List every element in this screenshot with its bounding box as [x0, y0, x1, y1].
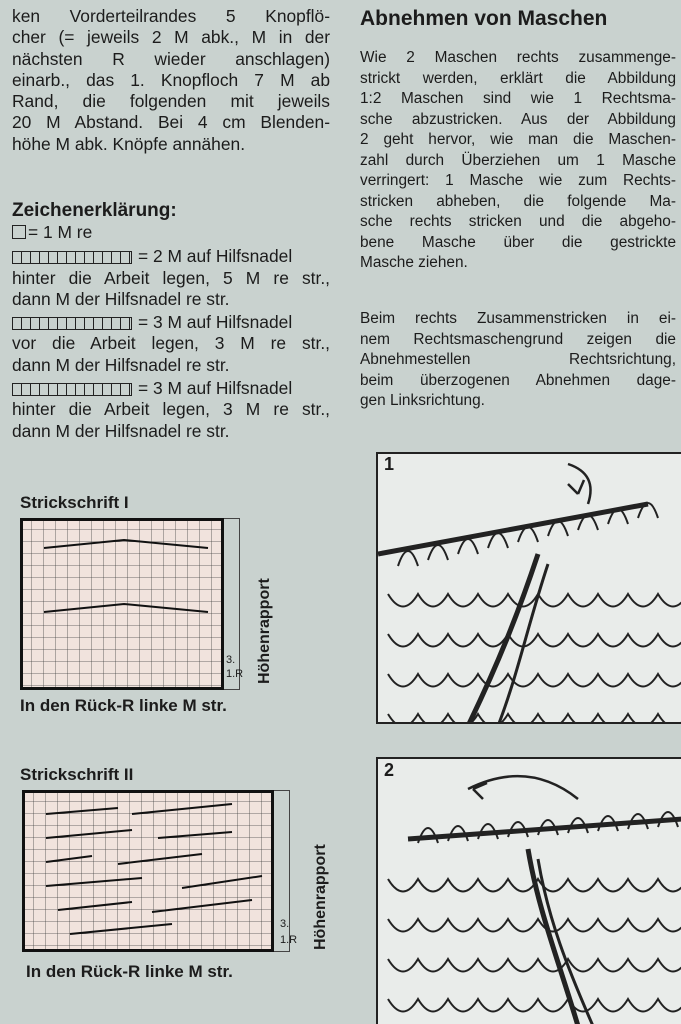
chart-2-side-label: Höhenrapport [312, 844, 329, 950]
paragraph-2 [360, 309, 676, 412]
section-heading: Abnehmen von Maschen [360, 7, 608, 30]
intro-line: einarb., das 1. Knopfloch 7 M ab [12, 69, 330, 90]
intro-line: höhe M abk. Knöpfe annähen. [12, 133, 246, 154]
chart-1-svg [20, 518, 224, 690]
para-line: gen Linksrichtung. [360, 392, 485, 409]
chart-2-caption: In den Rück-R linke M str. [26, 962, 233, 981]
legend-line: hinter die Arbeit legen, 5 M re str., [12, 267, 330, 288]
legend-line: hinter die Arbeit legen, 3 M re str., [12, 399, 330, 420]
chart-1-grid [20, 518, 224, 690]
legend-item-1: = 1 M re [12, 222, 330, 243]
legend-line: vor die Arbeit legen, 3 M re str., [12, 333, 330, 354]
para-line: sche abzustricken. Aus der Abbildung [360, 110, 676, 128]
cable-back-3-symbol-icon [12, 383, 132, 396]
knitting-needle-overcast-illustration-icon [378, 759, 681, 1024]
legend-line: dann M der Hilfsnadel re str. [12, 354, 230, 375]
figure-2-number: 2 [380, 760, 398, 781]
para-line: stricken abheben, die folgende Ma- [360, 192, 676, 210]
legend-line: dann M der Hilfsnadel re str. [12, 420, 230, 441]
paragraph-1 [360, 48, 676, 274]
chart-2-svg [22, 790, 274, 952]
para-line: Abnehmestellen Rechtsrichtung, [360, 351, 676, 368]
legend-line: dann M der Hilfsnadel re str. [12, 288, 230, 309]
chart-1-title: Strickschrift I [20, 493, 129, 512]
para-line: 2 geht hervor, wie man die Maschen- [360, 131, 676, 148]
para-line: Wie 2 Maschen rechts zusammenge- [360, 49, 676, 66]
chart-1-side-label: Höhenrapport [256, 578, 273, 684]
para-line: Masche ziehen. [360, 254, 468, 271]
intro-paragraph [12, 6, 330, 155]
para-line: Beim rechts Zusammenstricken in ei- [360, 310, 676, 327]
chart-1-caption: In den Rück-R linke M str. [20, 696, 227, 715]
legend-title: Zeichenerklärung: [12, 200, 177, 221]
intro-line: Rand, die folgenden mit jeweils [12, 91, 330, 112]
chart-2-row-label: 3. [280, 918, 290, 930]
chart-2-grid [22, 790, 274, 952]
para-line: 1:2 Maschen sind wie 1 Rechtsma- [360, 90, 676, 107]
cable-back-5-symbol-icon [12, 251, 132, 264]
para-line: zahl durch Überziehen um 1 Masche [360, 151, 676, 169]
intro-line: ken Vorderteilrandes 5 Knopflö- [12, 6, 330, 26]
legend [12, 222, 330, 442]
para-line: strickt werden, erklärt die Abbildung [360, 69, 676, 87]
para-line: sche rechts stricken und die abgeho- [360, 213, 676, 230]
intro-line: cher (= jeweils 2 M abk., M in der [12, 27, 330, 48]
chart-1-row-label: 1.R [226, 668, 244, 680]
para-line: nem Rechtsmaschengrund zeigen die [360, 330, 676, 348]
figure-2-knitting-illustration [376, 757, 681, 1024]
para-line: verringert: 1 Masche wie zum Rechts- [360, 172, 676, 189]
legend-item-3: = 3 M auf Hilfsnadel [12, 312, 330, 333]
legend-item-2: = 2 M auf Hilfsnadel [12, 246, 330, 267]
knit-stitch-symbol-icon [12, 225, 26, 239]
para-line: beim überzogenen Abnehmen dage- [360, 371, 676, 389]
figure-1-number: 1 [380, 454, 398, 475]
knitting-needle-illustration-icon [378, 454, 681, 724]
para-line: bene Masche über die gestrickte [360, 233, 676, 251]
chart-1-row-label: 3. [226, 654, 236, 666]
intro-line: nächsten R wieder anschlagen) [12, 48, 330, 69]
legend-item-4: = 3 M auf Hilfsnadel [12, 378, 330, 399]
figure-1-knitting-illustration [376, 452, 681, 724]
intro-line: 20 M Abstand. Bei 4 cm Blenden- [12, 112, 330, 133]
cable-front-3-symbol-icon [12, 317, 132, 330]
chart-2-title: Strickschrift II [20, 765, 134, 784]
chart-2-row-label: 1.R [280, 934, 298, 946]
